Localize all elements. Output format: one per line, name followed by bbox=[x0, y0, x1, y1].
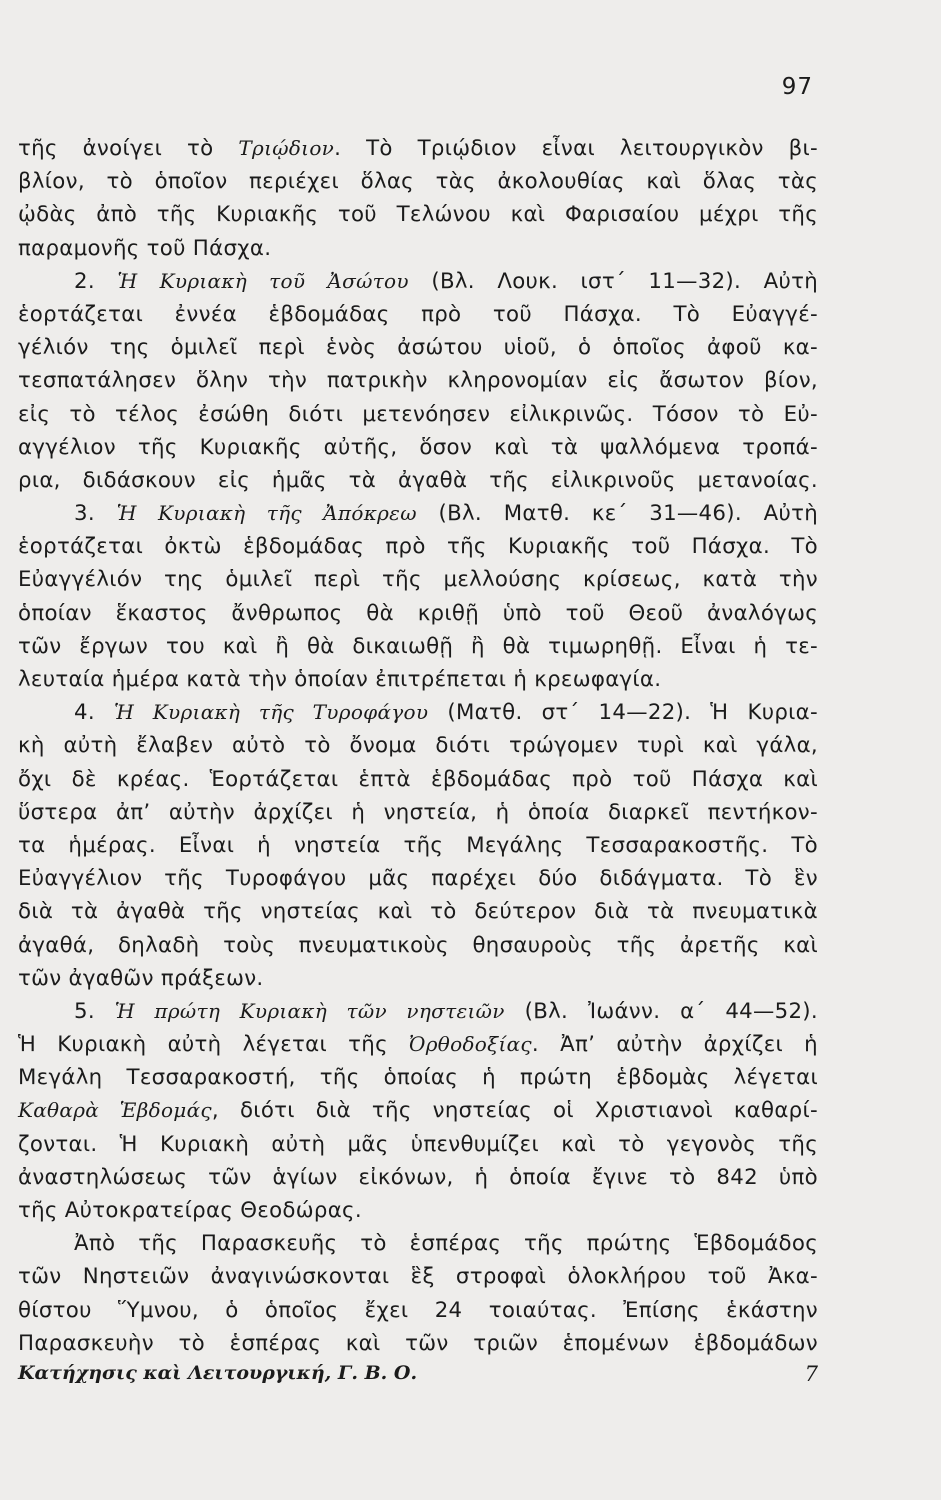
text-line bbox=[18, 597, 818, 630]
text-line bbox=[18, 530, 818, 563]
signature-number: 7 bbox=[804, 1362, 818, 1386]
text-line bbox=[18, 165, 818, 198]
text-run: Εὐαγγέλιον τῆς Τυροφάγου μᾶς παρέχει δύο διδάγματα. Τὸ ἓν bbox=[18, 866, 818, 892]
text-run: τα ἡμέρας. Εἶναι ἡ νηστεία τῆς Μεγάλης Τεσσαρακοστῆς. Τὸ bbox=[18, 832, 818, 858]
text-line bbox=[18, 1294, 818, 1327]
text-run: (Βλ. Ματθ. κε΄ 31—46). Αὐτὴ bbox=[416, 501, 819, 527]
text-run: κὴ αὐτὴ ἔλαβεν αὐτὸ τὸ ὄνομα διότι τρώγομεν τυρὶ καὶ γάλα, bbox=[18, 733, 818, 759]
text-run: ἀναστηλώσεως τῶν ἁγίων εἰκόνων, ἡ ὁποία ἔγινε τὸ 842 ὑπὸ bbox=[18, 1164, 818, 1190]
text-run: τῶν ἀγαθῶν πράξεων. bbox=[18, 965, 264, 991]
text-run: ἑορτάζεται ὀκτὼ ἑβδομάδας πρὸ τῆς Κυριακῆς τοῦ Πάσχα. Τὸ bbox=[18, 534, 818, 560]
italic-text: Καθαρὰ Ἑβδομάς bbox=[18, 1098, 212, 1123]
text-run: (Ματθ. στ΄ 14—22). Ἡ Κυρια- bbox=[428, 700, 818, 726]
text-run: γέλιόν της ὁμιλεῖ περὶ ἑνὸς ἀσώτου υἱοῦ, ὁ ὁποῖος ἀφοῦ κα- bbox=[18, 335, 818, 361]
text-line bbox=[18, 364, 818, 397]
text-run: (Βλ. Ἰωάνν. α΄ 44—52). bbox=[504, 998, 818, 1024]
text-run: Μεγάλη Τεσσαρακοστή, τῆς ὁποίας ἡ πρώτη ἑβδομὰς λέγεται bbox=[18, 1065, 818, 1091]
text-run: 2. bbox=[74, 268, 118, 294]
text-line bbox=[18, 1061, 818, 1094]
text-run: 5. bbox=[74, 998, 115, 1024]
italic-text: Ἡ πρώτη Κυριακὴ τῶν νηστειῶν bbox=[114, 998, 505, 1023]
text-run: 3. bbox=[74, 501, 117, 527]
text-run: ἑορτάζεται ἐννέα ἑβδομάδας πρὸ τοῦ Πάσχα. Τὸ Εὐαγγέ- bbox=[18, 301, 818, 327]
text-line bbox=[18, 1028, 818, 1061]
text-line bbox=[18, 265, 818, 298]
text-line bbox=[18, 398, 818, 431]
text-line bbox=[18, 198, 818, 231]
text-line bbox=[18, 729, 818, 762]
text-line bbox=[18, 696, 818, 729]
text-line bbox=[18, 132, 818, 165]
text-line bbox=[18, 431, 818, 464]
italic-text: Ἡ Κυριακὴ τοῦ Ἀσώτου bbox=[117, 268, 409, 293]
footer-title: Κατήχησις καὶ Λειτουργική, Γ. Β. Ο. bbox=[18, 1362, 418, 1384]
text-run: Παρασκευὴν τὸ ἑσπέρας καὶ τῶν τριῶν ἑπομένων ἑβδομάδων bbox=[18, 1330, 818, 1356]
body-text bbox=[18, 132, 818, 1360]
text-run: παραμονῆς τοῦ Πάσχα. bbox=[18, 235, 272, 261]
text-run: αγγέλιον τῆς Κυριακῆς αὐτῆς, ὅσον καὶ τὰ ψαλλόμενα τροπά- bbox=[18, 434, 818, 460]
text-line bbox=[18, 895, 818, 928]
text-line bbox=[18, 796, 818, 829]
text-run: ζονται. Ἡ Κυριακὴ αὐτὴ μᾶς ὑπενθυμίζει καὶ τὸ γεγονὸς τῆς bbox=[18, 1131, 818, 1157]
text-run: , διότι διὰ τῆς νηστείας οἱ Χριστιανοὶ καθαρί- bbox=[211, 1098, 818, 1124]
text-line bbox=[18, 1260, 818, 1293]
text-run: 4. bbox=[74, 700, 114, 726]
text-line bbox=[18, 331, 818, 364]
text-run: βλίον, τὸ ὁποῖον περιέχει ὅλας τὰς ἀκολουθίας καὶ ὅλας τὰς bbox=[18, 169, 818, 195]
italic-text: Ὀρθοδοξίας bbox=[409, 1032, 532, 1057]
text-run: . Ἀπ’ αὐτὴν ἀρχίζει ἡ bbox=[531, 1032, 818, 1058]
italic-text: Ἡ Κυριακὴ τῆς Τυροφάγου bbox=[114, 700, 429, 725]
text-run: τεσπατάλησεν ὅλην τὴν πατρικὴν κληρονομίαν εἰς ἄσωτον βίον, bbox=[18, 368, 818, 394]
text-run: ἀγαθά, δηλαδὴ τοὺς πνευματικοὺς θησαυροὺς τῆς ἀρετῆς καὶ bbox=[18, 932, 818, 958]
text-line bbox=[18, 929, 818, 962]
text-run: λευταία ἡμέρα κατὰ τὴν ὁποίαν ἐπιτρέπεται ἡ κρεωφαγία. bbox=[18, 667, 662, 692]
text-run: τῆς Αὐτοκρατείρας Θεοδώρας. bbox=[18, 1198, 362, 1223]
text-line bbox=[18, 862, 818, 895]
text-line bbox=[18, 1227, 818, 1260]
text-line bbox=[18, 563, 818, 596]
text-line bbox=[18, 464, 818, 497]
text-line bbox=[18, 995, 818, 1028]
text-run: ὕστερα ἀπ’ αὐτὴν ἀρχίζει ἡ νηστεία, ἡ ὁποία διαρκεῖ πεντήκον- bbox=[18, 799, 818, 825]
text-line bbox=[18, 1194, 818, 1227]
text-run: διὰ τὰ ἀγαθὰ τῆς νηστείας καὶ τὸ δεύτερον διὰ τὰ πνευματικὰ bbox=[18, 899, 818, 925]
text-line bbox=[18, 232, 818, 265]
text-run: ρια, διδάσκουν εἰς ἡμᾶς τὰ ἀγαθὰ τῆς εἰλικρινοῦς μετανοίας. bbox=[18, 467, 818, 493]
text-run: Εὐαγγέλιόν της ὁμιλεῖ περὶ τῆς μελλούσης κρίσεως, κατὰ τὴν bbox=[18, 567, 818, 593]
footer-signature bbox=[18, 1362, 818, 1386]
text-run: ὁποίαν ἕκαστος ἄνθρωπος θὰ κριθῇ ὑπὸ τοῦ Θεοῦ ἀναλόγως bbox=[18, 600, 818, 626]
text-run: Ἡ Κυριακὴ αὐτὴ λέγεται τῆς bbox=[18, 1032, 410, 1058]
text-run: ὄχι δὲ κρέας. Ἑορτάζεται ἑπτὰ ἑβδομάδας πρὸ τοῦ Πάσχα καὶ bbox=[18, 766, 818, 792]
text-line bbox=[18, 1327, 818, 1360]
italic-text: Τριῴδιον bbox=[238, 136, 335, 160]
text-line bbox=[18, 630, 818, 663]
text-run: εἰς τὸ τέλος ἐσώθη διότι μετενόησεν εἰλικρινῶς. Τόσον τὸ Εὐ- bbox=[18, 401, 818, 427]
text-line bbox=[18, 1094, 818, 1127]
text-run: τῶν ἔργων του καὶ ἢ θὰ δικαιωθῇ ἢ θὰ τιμωρηθῇ. Εἶναι ἡ τε- bbox=[18, 633, 818, 659]
text-line bbox=[18, 497, 818, 530]
text-line bbox=[18, 1161, 818, 1194]
text-line bbox=[18, 763, 818, 796]
text-run: ᾠδὰς ἀπὸ τῆς Κυριακῆς τοῦ Τελώνου καὶ Φαρισαίου μέχρι τῆς bbox=[18, 202, 818, 228]
italic-text: Ἡ Κυριακὴ τῆς Ἀπόκρεω bbox=[116, 501, 417, 526]
text-run: . Τὸ Τριῴδιον εἶναι λειτουργικὸν βι- bbox=[334, 136, 818, 161]
text-run: θίστου Ὕμνου, ὁ ὁποῖος ἔχει 24 τοιαύτας. Ἐπίσης ἑκάστην bbox=[18, 1297, 818, 1323]
text-run: Ἀπὸ τῆς Παρασκευῆς τὸ ἑσπέρας τῆς πρώτης Ἑβδομάδος bbox=[74, 1231, 818, 1257]
text-run: τῆς ἀνοίγει τὸ bbox=[18, 136, 239, 161]
text-line bbox=[18, 298, 818, 331]
text-line bbox=[18, 1128, 818, 1161]
text-run: τῶν Νηστειῶν ἀναγινώσκονται ἓξ στροφαὶ ὁλοκλήρου τοῦ Ἀκα- bbox=[18, 1264, 818, 1290]
text-line bbox=[18, 962, 818, 995]
page-number: 97 bbox=[781, 74, 813, 100]
text-run: (Βλ. Λουκ. ιστ΄ 11—32). Αὐτὴ bbox=[408, 268, 818, 294]
text-line bbox=[18, 829, 818, 862]
text-line bbox=[18, 663, 818, 696]
